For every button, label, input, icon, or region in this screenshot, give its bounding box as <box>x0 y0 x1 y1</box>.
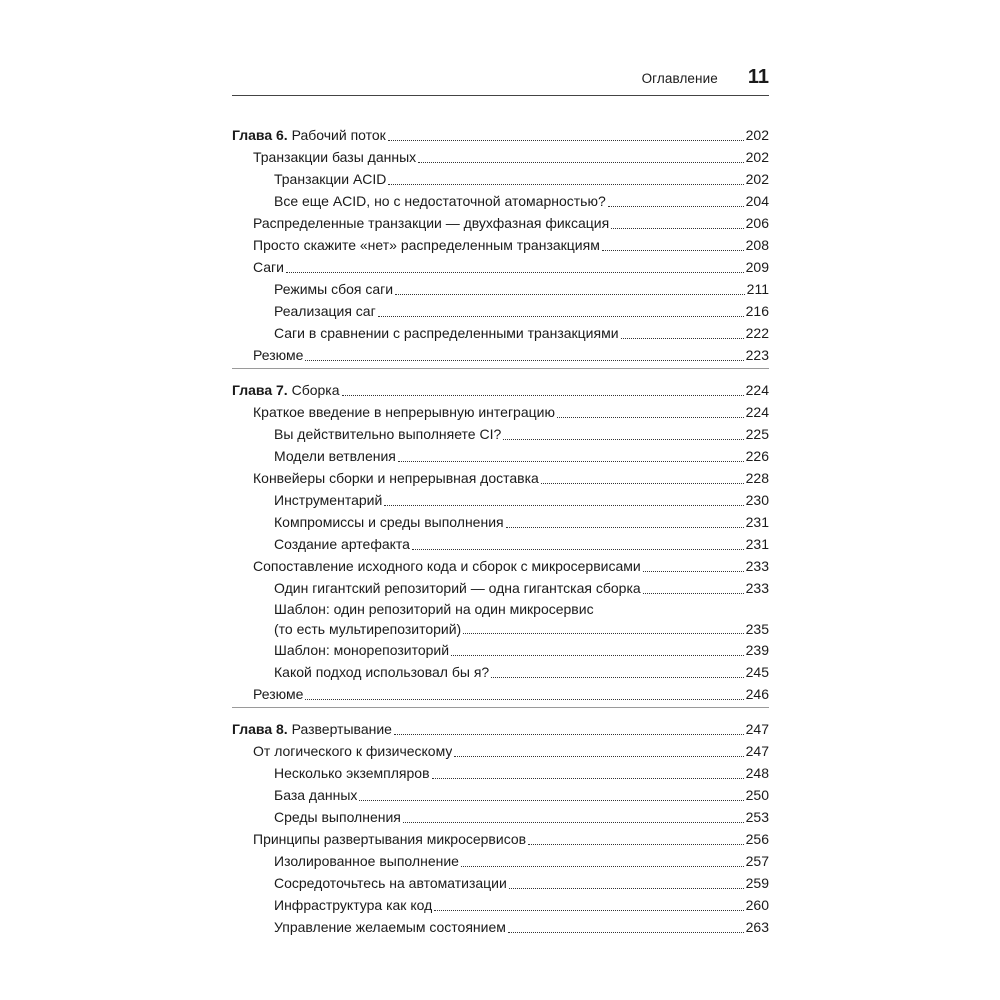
page-ref: 211 <box>746 281 769 297</box>
toc-entry-title: Просто скажите «нет» распределенным транзакциям <box>253 237 600 253</box>
dot-leader <box>412 549 744 550</box>
toc-section[interactable] <box>232 740 769 762</box>
toc-entry-title: Реализация саг <box>274 303 376 319</box>
chapter-title <box>232 379 340 401</box>
toc-entry-title: Несколько экземпляров <box>274 765 430 781</box>
dot-leader <box>506 527 744 528</box>
toc-entry-title: Изолированное выполнение <box>274 853 459 869</box>
dot-leader <box>557 417 744 418</box>
toc-subsection[interactable] <box>232 916 769 938</box>
toc-entry-title: Конвейеры сборки и непрерывная доставка <box>253 470 539 486</box>
page-ref: 248 <box>745 765 769 781</box>
toc-subsection[interactable] <box>232 533 769 555</box>
dot-leader <box>508 932 744 933</box>
dot-leader <box>434 910 743 911</box>
toc-subsection[interactable] <box>232 489 769 511</box>
dot-leader <box>528 844 744 845</box>
toc-subsection[interactable] <box>232 511 769 533</box>
dot-leader <box>461 866 744 867</box>
running-header <box>232 66 769 94</box>
chapter-title-text: Развертывание <box>287 721 392 737</box>
dot-leader <box>394 734 744 735</box>
toc-entry-title: Шаблон: монорепозиторий <box>274 642 450 658</box>
chapter-number: Глава 8. <box>232 721 288 737</box>
page-ref: 228 <box>745 470 769 486</box>
dot-leader <box>491 677 743 678</box>
toc-subsection[interactable] <box>232 577 769 599</box>
toc-entry-title: Резюме <box>253 686 304 702</box>
toc-section[interactable] <box>232 212 769 234</box>
page-ref: 202 <box>745 171 769 187</box>
toc-entry-title-continued: (то есть мультирепозиторий) <box>274 621 462 637</box>
page-ref: 226 <box>745 448 769 464</box>
page-ref: 253 <box>745 809 769 825</box>
page-ref: 233 <box>745 558 769 574</box>
chapter-section <box>232 124 769 366</box>
page-ref: 246 <box>745 686 769 702</box>
dot-leader <box>451 655 744 656</box>
toc-subsection[interactable] <box>232 894 769 916</box>
toc-entry-title: Инфраструктура как код <box>274 897 433 913</box>
page-ref: 263 <box>745 919 769 935</box>
dot-leader <box>286 272 744 273</box>
dot-leader <box>643 593 744 594</box>
toc-entry-title: Режимы сбоя саги <box>274 281 394 297</box>
dot-leader <box>388 140 744 141</box>
page-ref: 256 <box>745 831 769 847</box>
page-ref: 224 <box>745 404 769 420</box>
dot-leader <box>398 461 744 462</box>
chapter-section <box>232 718 769 938</box>
toc-entry-title: Модели ветвления <box>274 448 396 464</box>
toc-subsection[interactable] <box>232 872 769 894</box>
chapter-heading[interactable] <box>232 124 769 146</box>
toc-section[interactable] <box>232 256 769 278</box>
dot-leader <box>378 316 744 317</box>
toc-subsection[interactable] <box>232 639 769 661</box>
page-ref: 202 <box>745 149 769 165</box>
toc-entry-title: Саги в сравнении с распределенными транзакциями <box>274 325 619 341</box>
toc-entry-title: Шаблон: один репозиторий на один микросервис <box>274 601 594 617</box>
toc-subsection[interactable] <box>232 322 769 344</box>
toc-subsection[interactable] <box>232 806 769 828</box>
dot-leader <box>463 633 743 634</box>
dot-leader <box>342 395 744 396</box>
toc-entry-title: Компромиссы и среды выполнения <box>274 514 504 530</box>
toc-section[interactable] <box>232 683 769 705</box>
toc-entry-title: База данных <box>274 787 358 803</box>
page-ref: 204 <box>745 193 769 209</box>
toc-entry-title: Транзакции базы данных <box>253 149 417 165</box>
toc-subsection[interactable] <box>232 300 769 322</box>
dot-leader <box>611 228 743 229</box>
page-ref: 231 <box>745 536 769 552</box>
toc-subsection[interactable] <box>232 423 769 445</box>
toc-subsection[interactable] <box>232 661 769 683</box>
page-ref: 202 <box>745 127 769 143</box>
toc-entry-title: Сопоставление исходного кода и сборок с микросервисами <box>253 558 641 574</box>
chapter-title-text: Рабочий поток <box>287 127 386 143</box>
toc-entry-line2 <box>274 619 769 639</box>
dot-leader <box>454 756 743 757</box>
toc-entry-title: Какой подход использовал бы я? <box>274 664 490 680</box>
toc-entry-title: Саги <box>253 259 284 275</box>
toc-section[interactable] <box>232 234 769 256</box>
chapter-number: Глава 6. <box>232 127 288 143</box>
toc-section[interactable] <box>232 401 769 423</box>
page-ref: 260 <box>745 897 769 913</box>
running-header-title: Оглавление <box>641 71 718 86</box>
page-ref: 223 <box>745 347 769 363</box>
chapter-title-text: Сборка <box>287 382 340 398</box>
toc-subsection[interactable] <box>232 168 769 190</box>
dot-leader <box>305 360 743 361</box>
toc-entry-title: Транзакции ACID <box>274 171 387 187</box>
chapter-divider <box>232 368 769 369</box>
dot-leader <box>432 778 744 779</box>
dot-leader <box>608 206 744 207</box>
dot-leader <box>503 439 743 440</box>
toc-section[interactable] <box>232 828 769 850</box>
chapter-heading[interactable] <box>232 718 769 740</box>
chapter-title <box>232 124 386 146</box>
toc-entry-title: Краткое введение в непрерывную интеграцию <box>253 404 555 420</box>
page-ref: 222 <box>745 325 769 341</box>
toc-entry-title: Все еще ACID, но с недостаточной атомарностью? <box>274 193 606 209</box>
toc-section[interactable] <box>232 344 769 366</box>
toc-subsection[interactable] <box>232 762 769 784</box>
page-ref: 235 <box>745 621 769 637</box>
toc-section[interactable] <box>232 146 769 168</box>
toc-section[interactable] <box>232 467 769 489</box>
toc-entry-title: От логического к физическому <box>253 743 453 759</box>
dot-leader <box>621 338 744 339</box>
dot-leader <box>395 294 745 295</box>
dot-leader <box>509 888 744 889</box>
toc-entry-title: Создание артефакта <box>274 536 410 552</box>
dot-leader <box>643 571 744 572</box>
dot-leader <box>384 505 743 506</box>
page-ref: 259 <box>745 875 769 891</box>
page-ref: 230 <box>745 492 769 508</box>
toc-entry-title: Принципы развертывания микросервисов <box>253 831 527 847</box>
toc-entry-title: Распределенные транзакции — двухфазная фиксация <box>253 215 610 231</box>
toc-entry-title: Сосредоточьтесь на автоматизации <box>274 875 507 891</box>
page-ref: 231 <box>745 514 769 530</box>
page-ref: 233 <box>745 580 769 596</box>
toc-subsection[interactable] <box>232 190 769 212</box>
page-ref: 250 <box>745 787 769 803</box>
page-ref: 245 <box>745 664 769 680</box>
page-ref: 239 <box>745 642 769 658</box>
dot-leader <box>388 184 743 185</box>
page-ref: 247 <box>745 721 769 737</box>
toc-entry[interactable] <box>232 599 769 639</box>
page-ref: 257 <box>745 853 769 869</box>
toc-entry-title: Инструментарий <box>274 492 383 508</box>
table-of-contents <box>232 124 769 938</box>
page-number: 11 <box>747 66 769 88</box>
chapter-heading[interactable] <box>232 379 769 401</box>
dot-leader <box>602 250 744 251</box>
toc-entry-title: Управление желаемым состоянием <box>274 919 506 935</box>
dot-leader <box>305 699 743 700</box>
chapter-title <box>232 718 392 740</box>
chapter-number: Глава 7. <box>232 382 288 398</box>
toc-entry-title: Вы действительно выполняете CI? <box>274 426 502 442</box>
dot-leader <box>541 483 744 484</box>
page-ref: 209 <box>745 259 769 275</box>
toc-subsection[interactable] <box>232 445 769 467</box>
page-ref: 206 <box>745 215 769 231</box>
toc-entry-title: Резюме <box>253 347 304 363</box>
page-ref: 224 <box>745 382 769 398</box>
page-ref: 216 <box>745 303 769 319</box>
dot-leader <box>418 162 744 163</box>
toc-subsection[interactable] <box>232 784 769 806</box>
page-ref: 208 <box>745 237 769 253</box>
page-ref: 225 <box>745 426 769 442</box>
header-rule <box>232 95 769 96</box>
toc-entry-title: Среды выполнения <box>274 809 401 825</box>
toc-section[interactable] <box>232 555 769 577</box>
dot-leader <box>403 822 744 823</box>
toc-subsection[interactable] <box>232 850 769 872</box>
chapter-divider <box>232 707 769 708</box>
toc-entry-title: Один гигантский репозиторий — одна гигантская сборка <box>274 580 641 596</box>
page-ref: 247 <box>745 743 769 759</box>
chapter-section <box>232 379 769 705</box>
dot-leader <box>359 800 743 801</box>
toc-subsection[interactable] <box>232 278 769 300</box>
